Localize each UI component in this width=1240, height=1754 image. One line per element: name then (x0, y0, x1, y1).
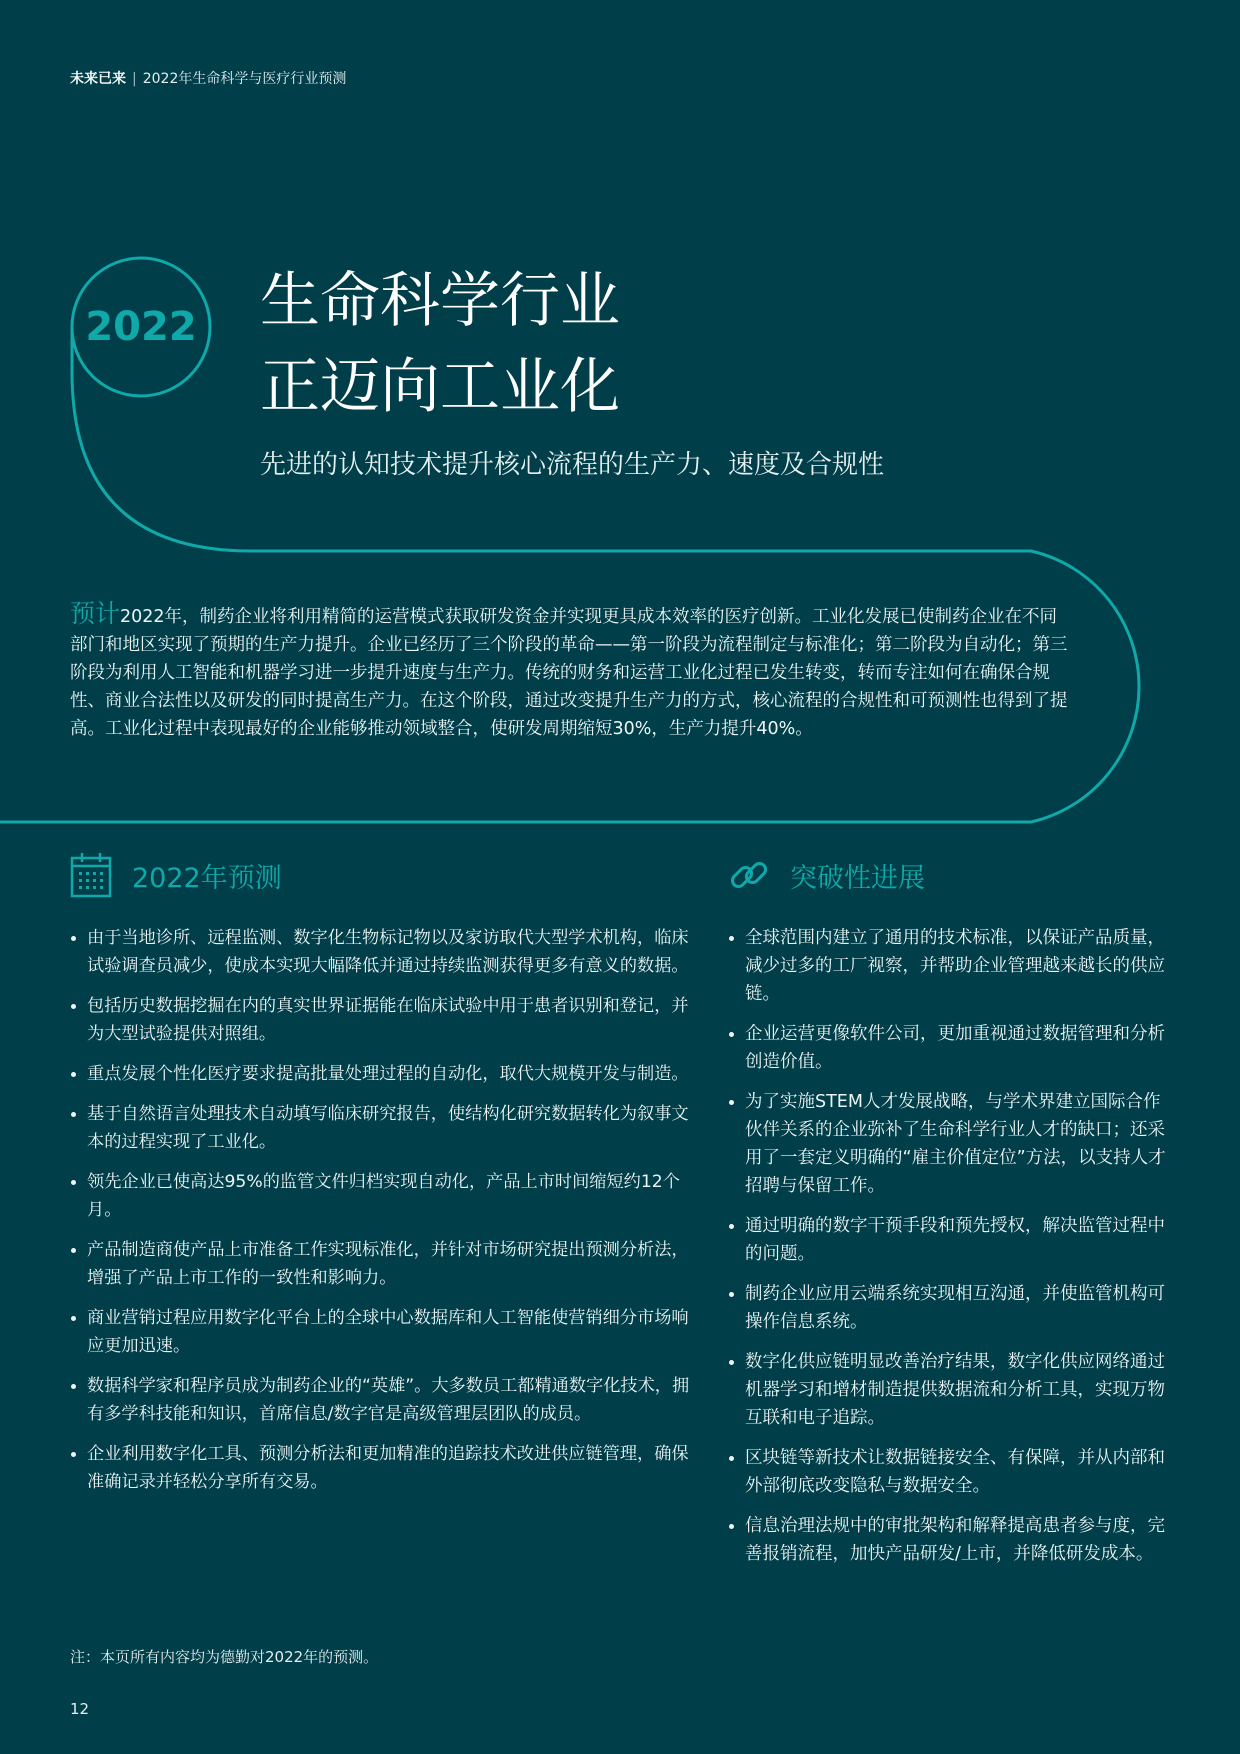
list-item: 企业运营更像软件公司，更加重视通过数据管理和分析创造价值。 (728, 1020, 1168, 1076)
predictions-header (70, 850, 695, 900)
header-separator: | (132, 71, 137, 87)
list-item: 企业利用数字化工具、预测分析法和更加精准的追踪技术改进供应链管理，确保准确记录并轻松分享所有交易。 (70, 1440, 695, 1496)
page-title (260, 258, 620, 430)
list-item: 包括历史数据挖掘在内的真实世界证据能在临床试验中用于患者识别和登记，并为大型试验提供对照组。 (70, 992, 695, 1048)
list-item: 通过明确的数字干预手段和预先授权，解决监管过程中的问题。 (728, 1212, 1168, 1268)
list-item: 区块链等新技术让数据链接安全、有保障，并从内部和外部彻底改变隐私与数据安全。 (728, 1444, 1168, 1500)
list-item: 信息治理法规中的审批架构和解释提高患者参与度，完善报销流程，加快产品研发/上市，并降低研发成本。 (728, 1512, 1168, 1568)
list-item: 数据科学家和程序员成为制药企业的“英雄”。大多数员工都精通数字化技术，拥有多学科技能和知识，首席信息/数字官是高级管理层团队的成员。 (70, 1372, 695, 1428)
header-brand: 未来已来 (70, 71, 126, 87)
breakthroughs-header (728, 850, 1168, 900)
breakthroughs-column (728, 850, 1168, 1580)
calendar-icon (70, 852, 112, 898)
intro-lead: 预计 (70, 599, 121, 628)
intro-paragraph (70, 600, 1070, 743)
title-line-2: 正迈向工业化 (260, 352, 620, 422)
link-icon (728, 852, 770, 898)
predictions-list (70, 924, 695, 1496)
breakthroughs-heading: 突破性进展 (790, 862, 925, 894)
list-item: 产品制造商使产品上市准备工作实现标准化，并针对市场研究提出预测分析法，增强了产品上市工作的一致性和影响力。 (70, 1236, 695, 1292)
header-title: 2022年生命科学与医疗行业预测 (142, 71, 347, 87)
list-item: 重点发展个性化医疗要求提高批量处理过程的自动化，取代大规模开发与制造。 (70, 1060, 695, 1088)
list-item: 制药企业应用云端系统实现相互沟通，并使监管机构可操作信息系统。 (728, 1280, 1168, 1336)
list-item: 领先企业已使高达95%的监管文件归档实现自动化，产品上市时间缩短约12个月。 (70, 1168, 695, 1224)
year-badge: 2022 (85, 304, 197, 350)
page-subtitle: 先进的认知技术提升核心流程的生产力、速度及合规性 (260, 450, 885, 480)
list-item: 商业营销过程应用数字化平台上的全球中心数据库和人工智能使营销细分市场响应更加迅速。 (70, 1304, 695, 1360)
intro-text: 2022年，制药企业将利用精简的运营模式获取研发资金并实现更具成本效率的医疗创新。工业化发展已使制药企业在不同部门和地区实现了预期的生产力提升。企业已经历了三个阶段的革命——第一阶段为流程制定与标准化；第二阶段为自动化；第三阶段为利用人工智能和机器学习进一步提升速度与生产力。传统的财务和运营工业化过程已发生转变，转而专注如何在确保合规性、商业合法性以及研发的同时提高生产力。在这个阶段，通过改变提升生产力的方式，核心流程的合规性和可预测性也得到了提高。工业化过程中表现最好的企业能够推动领域整合，使研发周期缩短30%，生产力提升40%。 (70, 607, 1068, 739)
list-item: 数字化供应链明显改善治疗结果，数字化供应网络通过机器学习和增材制造提供数据流和分析工具，实现万物互联和电子追踪。 (728, 1348, 1168, 1432)
title-line-1: 生命科学行业 (260, 266, 620, 336)
list-item: 由于当地诊所、远程监测、数字化生物标记物以及家访取代大型学术机构，临床试验调查员减少，使成本实现大幅降低并通过持续监测获得更多有意义的数据。 (70, 924, 695, 980)
list-item: 全球范围内建立了通用的技术标准，以保证产品质量，减少过多的工厂视察，并帮助企业管理越来越长的供应链。 (728, 924, 1168, 1008)
page-number: 12 (70, 1700, 90, 1718)
predictions-heading: 2022年预测 (132, 862, 282, 894)
predictions-column (70, 850, 695, 1508)
list-item: 基于自然语言处理技术自动填写临床研究报告，使结构化研究数据转化为叙事文本的过程实现了工业化。 (70, 1100, 695, 1156)
footnote: 注：本页所有内容均为德勤对2022年的预测。 (70, 1648, 379, 1666)
list-item: 为了实施STEM人才发展战略，与学术界建立国际合作伙伴关系的企业弥补了生命科学行业人才的缺口；还采用了一套定义明确的“雇主价值定位”方法，以支持人才招聘与保留工作。 (728, 1088, 1168, 1200)
breakthroughs-list (728, 924, 1168, 1568)
